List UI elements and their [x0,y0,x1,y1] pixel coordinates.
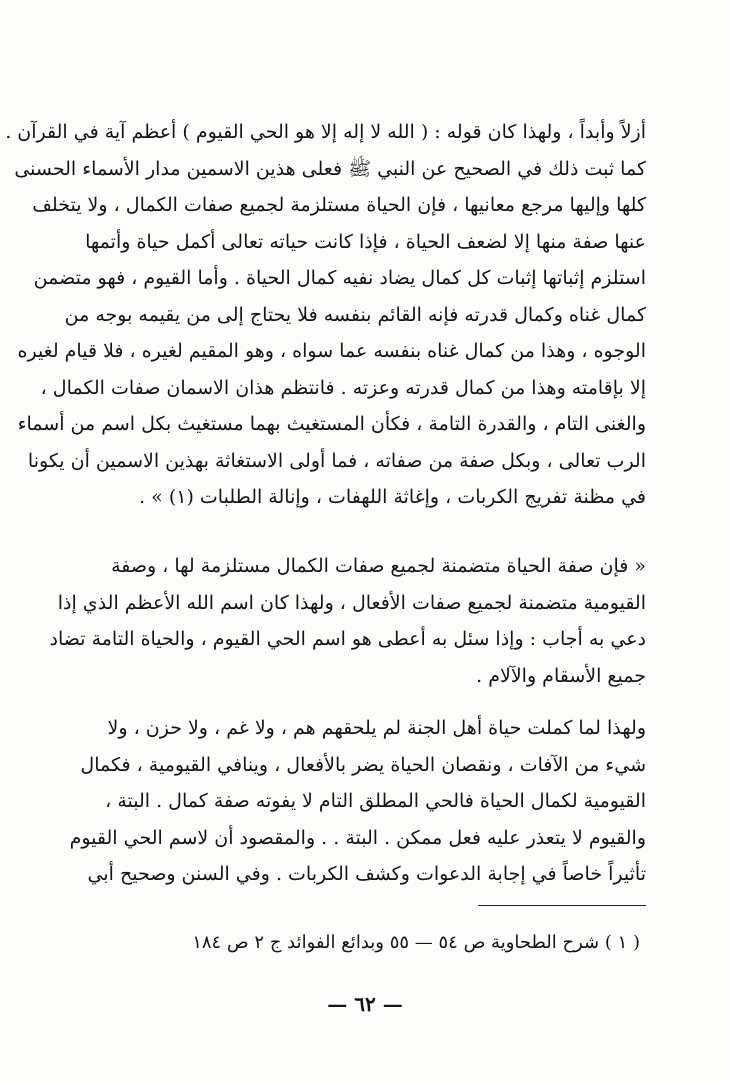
text-line: القيومية لكمال الحياة فالحي المطلق التام لا يفوته صفة كمال . البتة ، [105,790,646,812]
text-line: أزلاً وأبداً ، ولهذا كان قوله : ( الله لا إله إلا هو الحي القيوم ) أعظم آية في القرآن . [5,121,646,143]
text-line: كما ثبت ذلك في الصحيح عن النبي ﷺ فعلى هذين الاسمين مدار الأسماء الحسنى [14,157,646,180]
text-line: إلا بإقامته وهذا من كمال قدرته وعزته . فانتظم هذان الاسمان صفات الكمال ، [40,376,646,399]
text-line: « فإن صفة الحياة متضمنة لجميع صفات الكمال مستلزمة لها ، وصفة [111,555,646,577]
text-line: دعي به أجاب : وإذا سئل به أعطى هو اسم الحي القيوم ، والحياة التامة تضاد [49,628,646,650]
text-line: والغنى التام ، والقدرة التامة ، فكأن المستغيث بهما مستغيث بكل اسم من أسماء [17,413,646,435]
page-number: — ٦٢ — [327,992,403,1016]
text-line: تأثيراً خاصاً في إجابة الدعوات وكشف الكربات . وفي السنن وصحيح أبي [87,863,646,885]
paragraph-2 [49,548,646,694]
text-line: ولهذا لما كملت حياة أهل الجنة لم يلحقهم هم ، ولا غم ، ولا حزن ، ولا [107,717,646,739]
text-line: عنها صفة منها إلا لضعف الحياة ، فإذا كانت حياته تعالى أكمل حياة وأتمها [85,230,646,253]
footnote: ( ١ ) شرح الطحاوية ص ٥٤ — ٥٥ وبدائع الفوائد ج ٢ ص ١٨٤ [192,932,640,953]
text-line: والقيوم لا يتعذر عليه فعل ممكن . البتة . . والمقصود أن لاسم الحي القيوم [69,826,646,849]
text-line: كمال غناه وكمال قدرته فإنه القائم بنفسه فلا يحتاج إلى من يقيمه بوجه من [64,303,646,326]
paragraph-1 [5,114,646,516]
paragraph-3 [69,710,646,893]
text-line: استلزم إثباتها إثبات كل كمال يضاد نفيه كمال الحياة . وأما القيوم ، فهو متضمن [33,267,646,289]
text-line: الرب تعالى ، وبكل صفة من صفاته ، فما أولى الاستغاثة بهذين الاسمين أن يكونا [27,449,646,472]
text-line: جميع الأسقام والآلام . [476,664,646,687]
text-line: شيء من الآفات ، ونقصان الحياة يضر بالأفعال ، وينافي القيومية ، فكمال [80,753,646,776]
text-line: القيومية متضمنة لجميع صفات الأفعال ، ولهذا كان اسم الله الأعظم الذي إذا [57,591,646,614]
text-line: الوجوه ، وهذا من كمال غناه بنفسه عما سواه ، وهو المقيم لغيره ، فلا قيام لغيره [17,340,646,362]
footnote-divider [478,905,646,906]
text-line: كلها وإليها مرجع معانيها ، فإن الحياة مستلزمة لجميع صفات الكمال ، ولا يتخلف [32,194,646,216]
text-line: في مظنة تفريج الكربات ، وإغاثة اللهفات ، وإنالة الطلبات (١) » . [139,486,646,508]
